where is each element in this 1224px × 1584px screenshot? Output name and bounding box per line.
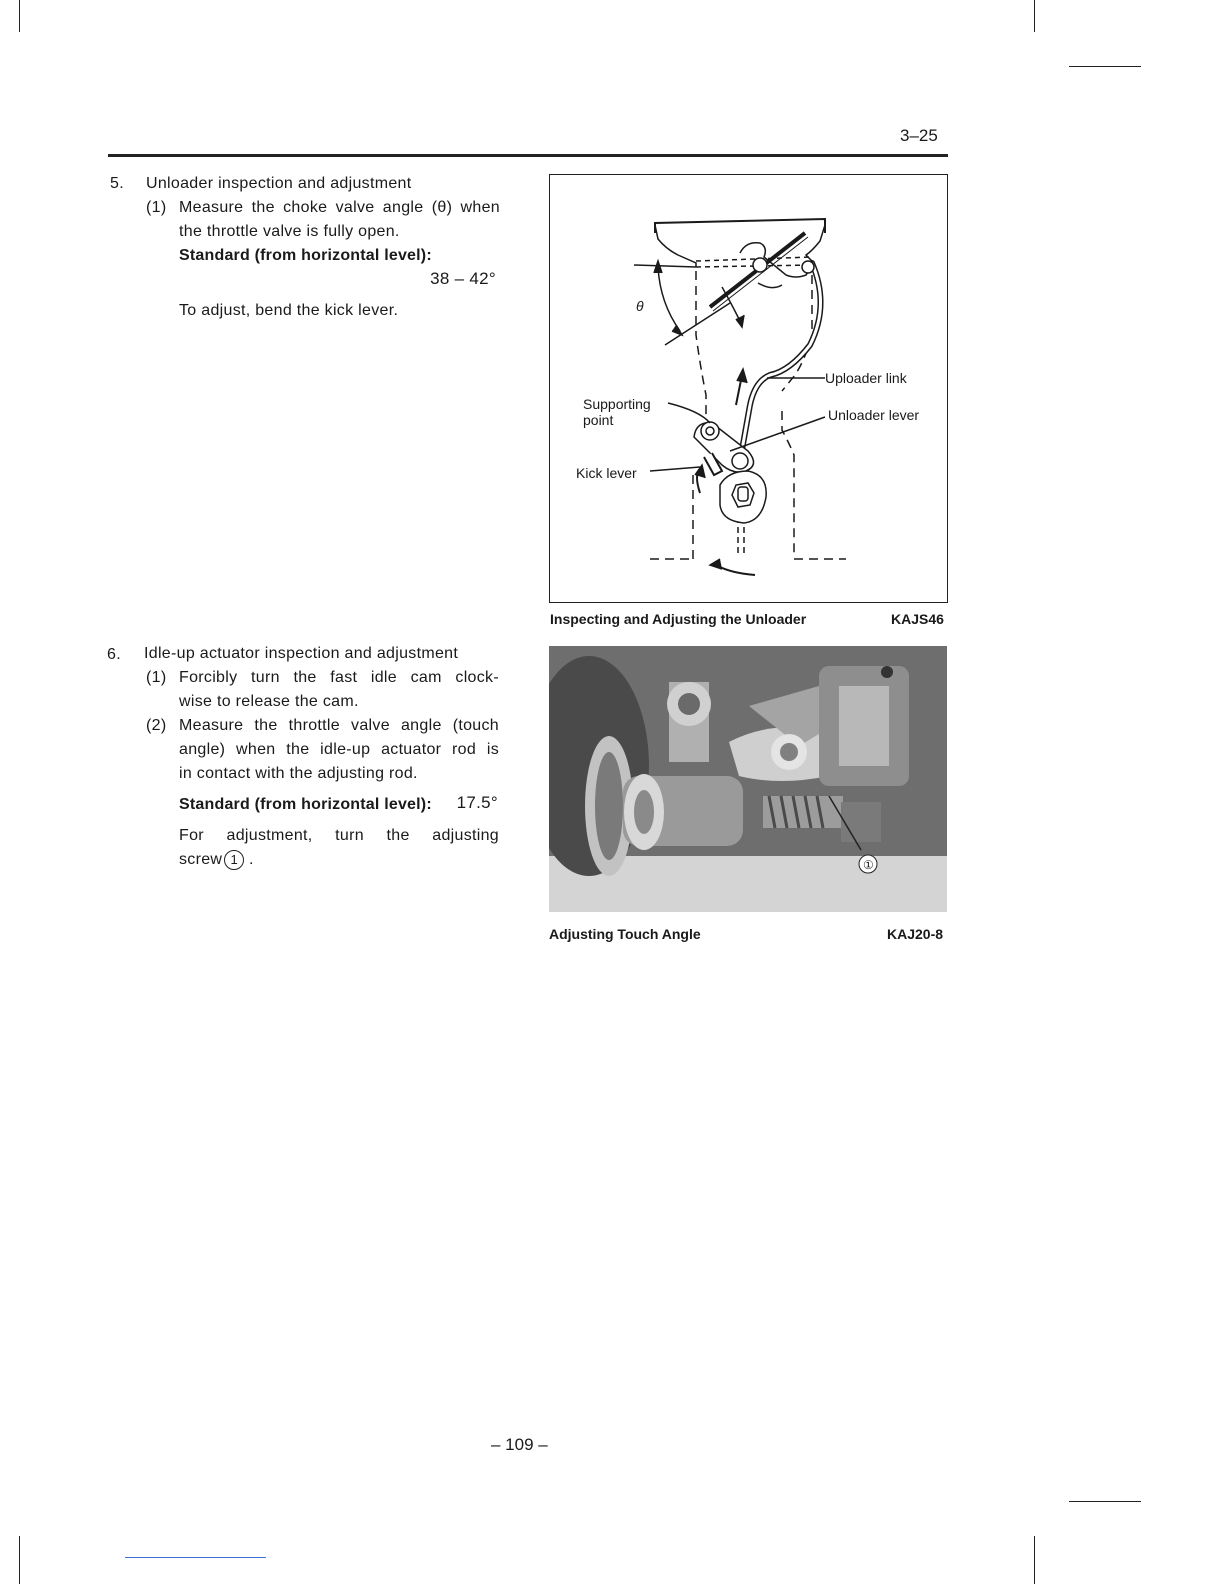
crop-mark-bottom-left <box>19 1536 20 1584</box>
crop-mark-bottom-right <box>1034 1536 1035 1584</box>
section6-step1-number: (1) <box>146 669 167 686</box>
crop-mark-top-left <box>19 0 20 32</box>
screw-text: screw <box>179 851 223 868</box>
crop-mark-right-bottom <box>1069 1501 1141 1502</box>
section5-step1-line2: the throttle valve is fully open. <box>179 223 400 240</box>
unloader-lever-label: Unloader lever <box>828 407 920 423</box>
section6-standard-label: Standard (from horizontal level): <box>179 796 432 813</box>
decorative-line <box>125 1557 266 1558</box>
point-label: point <box>583 412 614 428</box>
section6-step1-line1: Forcibly turn the fast idle cam clock- <box>179 669 499 686</box>
section5-number: 5. <box>110 175 124 192</box>
section6-adjust-line1: For adjustment, turn the adjusting <box>179 827 499 844</box>
section5-step1-number: (1) <box>146 199 167 216</box>
section6-step2-number: (2) <box>146 717 167 734</box>
section6-step2-line1: Measure the throttle valve angle (touch <box>179 717 499 734</box>
section6-step2-line3: in contact with the adjusting rod. <box>179 765 418 782</box>
circled-number-1: 1 <box>224 850 244 870</box>
section5-standard-value: 38 – 42° <box>430 269 496 288</box>
fuel-pump-photo <box>549 646 947 912</box>
section6-adjust-line2: screw 1 . <box>179 851 254 868</box>
footer-page-number: – 109 – <box>491 1435 548 1454</box>
unloader-diagram <box>549 174 948 603</box>
theta-label: θ <box>636 298 644 314</box>
section6-title: Idle-up actuator inspection and adjustment <box>144 645 459 662</box>
crop-mark-top-right <box>1034 0 1035 32</box>
supporting-label: Supporting <box>583 396 651 412</box>
section6-standard-value: 17.5° <box>456 793 498 812</box>
page-code: 3–25 <box>900 126 938 145</box>
uploader-link-label: Uploader link <box>825 370 907 386</box>
figure1-code: KAJS46 <box>891 611 944 627</box>
section5-title: Unloader inspection and adjustment <box>146 175 412 192</box>
section5-step1-line1: Measure the choke valve angle (θ) when <box>179 199 500 216</box>
photo-marker-1: ① <box>863 858 874 872</box>
section5-standard-label: Standard (from horizontal level): <box>179 247 432 264</box>
figure2-code: KAJ20-8 <box>887 926 944 942</box>
crop-mark-right-top <box>1069 66 1141 67</box>
section6-step1-line2: wise to release the cam. <box>179 693 359 710</box>
section6-step2-line2: angle) when the idle-up actuator rod is <box>179 741 499 758</box>
figure2-caption: Adjusting Touch Angle <box>549 926 701 942</box>
kick-lever-label: Kick lever <box>576 465 637 481</box>
section6-number: 6. <box>107 646 121 663</box>
figure1-caption: Inspecting and Adjusting the Unloader <box>550 611 807 627</box>
section5-adjust-text: To adjust, bend the kick lever. <box>179 302 399 319</box>
header-rule <box>108 154 948 157</box>
